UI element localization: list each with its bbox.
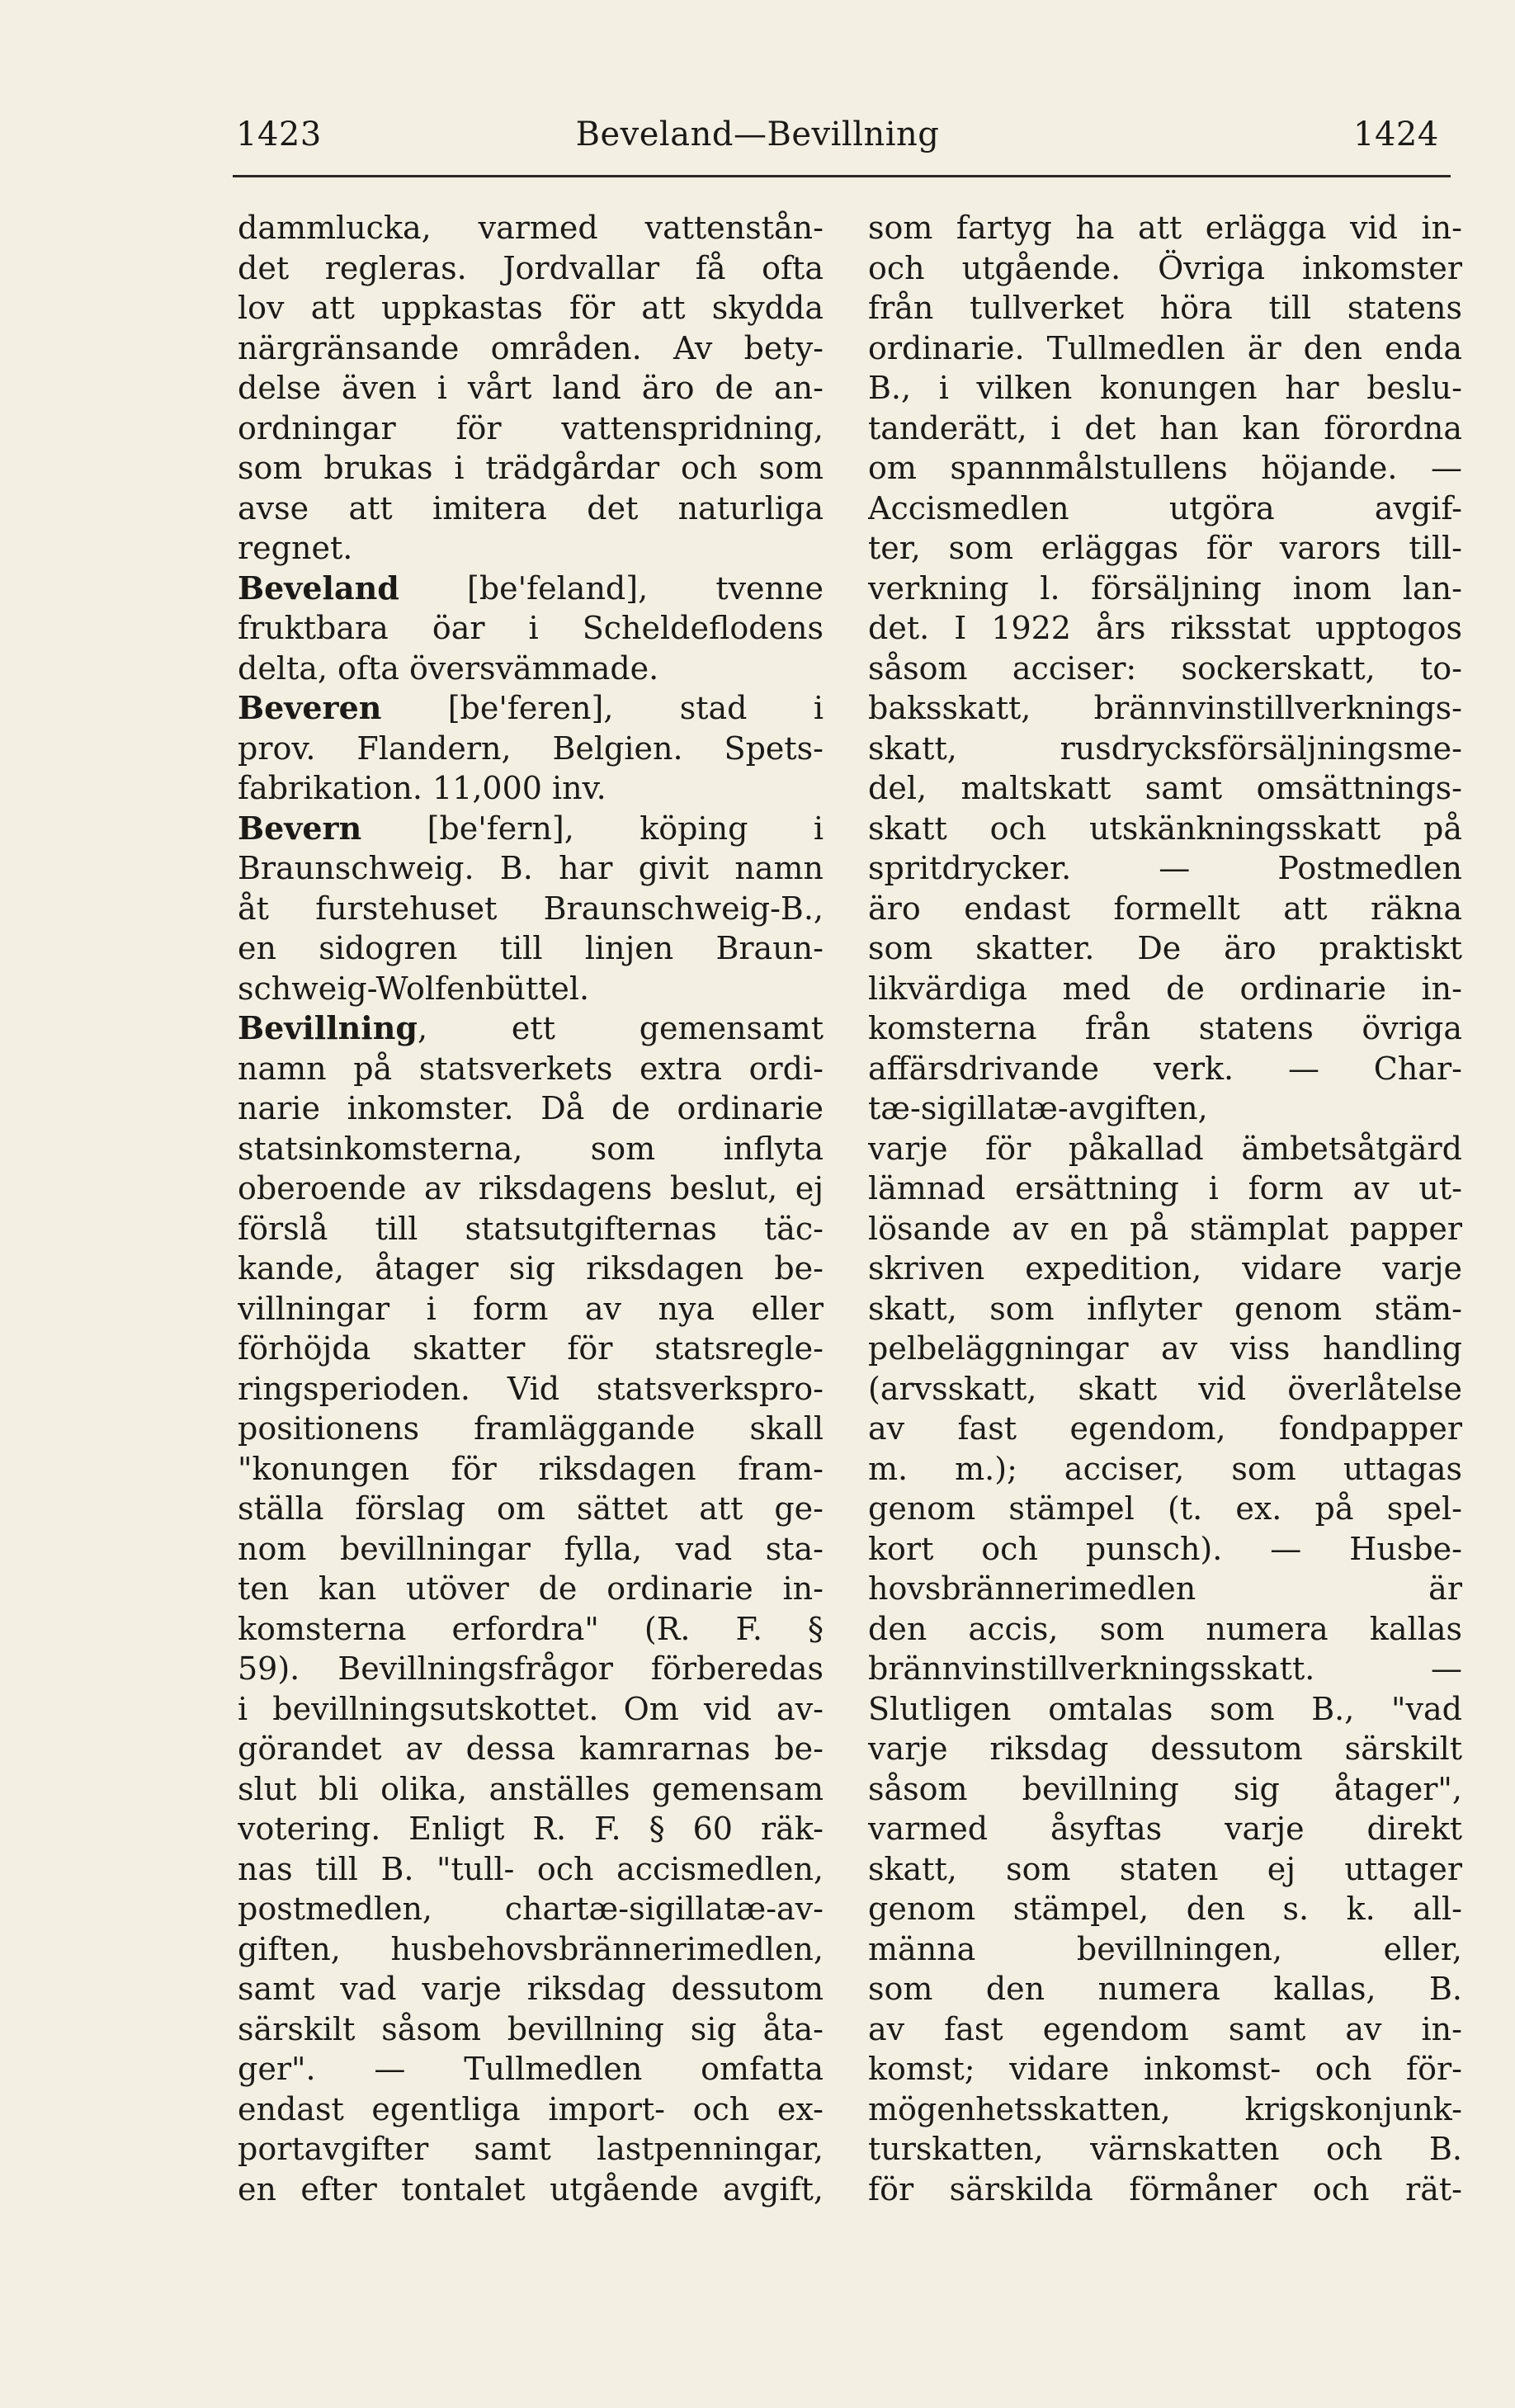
text-line: för särskilda förmåner och rät-: [868, 2170, 1462, 2207]
text-line: fabrikation. 11,000 inv.: [238, 770, 606, 806]
text-line: varje riksdag dessutom särskilt: [868, 1730, 1462, 1767]
text-line: spritdrycker. — Postmedlen: [868, 850, 1462, 886]
text-line: Braunschweig. B. har givit namn: [238, 850, 824, 886]
text-line: oberoende av riksdagens beslut, ej: [238, 1170, 824, 1206]
text-line: skatt, som inflyter genom stäm-: [868, 1290, 1462, 1327]
text-line: ger". — Tullmedlen omfatta: [238, 2051, 824, 2087]
text-line: votering. Enligt R. F. § 60 räk-: [238, 1811, 824, 1847]
text-line: ter, som erläggas för varors till-: [868, 530, 1462, 566]
text-line: som fartyg ha att erlägga vid in-: [868, 210, 1462, 246]
text-line: genom stämpel (t. ex. på spel-: [868, 1490, 1462, 1527]
text-line: verkning l. försäljning inom lan-: [868, 569, 1462, 607]
page-title: Beveland—Bevillning: [575, 116, 940, 153]
text-line: namn på statsverkets extra ordi-: [238, 1050, 824, 1087]
text-line: som brukas i trädgårdar och som: [238, 450, 824, 486]
text-line: Accismedlen utgöra avgif-: [868, 489, 1462, 526]
text-line: delta, ofta översvämmade.: [238, 649, 659, 687]
text-line: baksskatt, brännvinstillverknings-: [868, 690, 1462, 726]
text-line: giften, husbehovsbrännerimedlen,: [238, 1930, 824, 1967]
text-line: skatt och utskänkningsskatt på: [868, 810, 1462, 847]
text-line: statsinkomsterna, som inflyta: [238, 1130, 824, 1167]
text-line: särskilt såsom bevillning sig åta-: [238, 2010, 824, 2047]
text-line: ten kan utöver de ordinarie in-: [238, 1570, 824, 1607]
text-line: det. I 1922 års riksstat upptogos: [868, 610, 1462, 646]
text-line: kort och punsch). — Husbe-: [868, 1530, 1462, 1567]
page-number-right: 1424: [1353, 116, 1439, 153]
text-line: nom bevillningar fylla, vad sta-: [238, 1530, 824, 1567]
text-line: skatt, som staten ej uttager: [868, 1850, 1462, 1887]
text-line: ställa förslag om sättet att ge-: [238, 1490, 824, 1527]
text-line: som den numera kallas, B.: [868, 1971, 1462, 2007]
text-column-left: [238, 208, 824, 2209]
text-line: Bevillning, ett gemensamt: [238, 1009, 824, 1046]
text-column-right: [868, 208, 1462, 2209]
text-line: åt furstehuset Braunschweig-B.,: [238, 890, 824, 927]
text-line: ordinarie. Tullmedlen är den enda: [868, 329, 1462, 366]
text-line: positionens framläggande skall: [238, 1410, 824, 1447]
text-line: nas till B. "tull- och accismedlen,: [238, 1850, 824, 1887]
text-line: om spannmålstullens höjande. —: [868, 450, 1462, 486]
text-line: lämnad ersättning i form av ut-: [868, 1170, 1462, 1206]
text-line: tanderätt, i det han kan förordna: [868, 409, 1462, 446]
text-line: mögenhetsskatten, krigskonjunk-: [868, 2090, 1462, 2127]
text-line: en efter tontalet utgående avgift,: [238, 2170, 824, 2207]
page-number-left: 1423: [236, 116, 322, 153]
text-line: hovsbrännerimedlen är: [868, 1570, 1462, 1607]
text-line: varje för påkallad ämbetsåtgärd: [868, 1130, 1462, 1167]
text-line: Beveren [be'feren], stad i: [238, 689, 824, 726]
text-line: samt vad varje riksdag dessutom: [238, 1971, 824, 2007]
text-line: såsom bevillning sig åtager",: [868, 1770, 1462, 1807]
text-line: komst; vidare inkomst- och för-: [868, 2051, 1462, 2087]
header-rule: [233, 175, 1451, 177]
text-line: från tullverket höra till statens: [868, 290, 1462, 326]
text-line: endast egentliga import- och ex-: [238, 2090, 824, 2127]
text-line: och utgående. Övriga inkomster: [868, 249, 1462, 286]
text-line: den accis, som numera kallas: [868, 1610, 1462, 1647]
text-line: närgränsande områden. Av bety-: [238, 329, 824, 366]
text-line: av fast egendom samt av in-: [868, 2010, 1462, 2047]
text-line: affärsdrivande verk. — Char-: [868, 1050, 1462, 1087]
text-line: varmed åsyftas varje direkt: [868, 1811, 1462, 1847]
text-line: en sidogren till linjen Braun-: [238, 930, 824, 966]
text-line: av fast egendom, fondpapper: [868, 1410, 1462, 1447]
text-line: komsterna från statens övriga: [868, 1010, 1462, 1046]
text-line: i bevillningsutskottet. Om vid av-: [238, 1690, 824, 1727]
text-line: fruktbara öar i Scheldeflodens: [238, 610, 824, 646]
text-line: portavgifter samt lastpenningar,: [238, 2131, 824, 2167]
text-line: brännvinstillverkningsskatt. —: [868, 1650, 1462, 1687]
text-line: del, maltskatt samt omsättnings-: [868, 770, 1462, 806]
text-line: genom stämpel, den s. k. all-: [868, 1891, 1462, 1927]
text-line: Bevern [be'fern], köping i: [238, 809, 824, 847]
text-line: avse att imitera det naturliga: [238, 489, 824, 526]
text-line: delse även i vårt land äro de an-: [238, 370, 824, 406]
text-line: regnet.: [238, 530, 353, 566]
text-line: prov. Flandern, Belgien. Spets-: [238, 729, 824, 767]
text-line: tæ-sigillatæ-avgiften,: [868, 1090, 1208, 1126]
text-line: lov att uppkastas för att skydda: [238, 290, 824, 326]
text-line: postmedlen, chartæ-sigillatæ-av-: [238, 1891, 824, 1927]
text-line: likvärdiga med de ordinarie in-: [868, 970, 1462, 1007]
text-line: m. m.); acciser, som uttagas: [868, 1450, 1462, 1487]
text-line: komsterna erfordra" (R. F. §: [238, 1610, 824, 1647]
text-line: (arvsskatt, skatt vid överlåtelse: [868, 1370, 1462, 1407]
text-line: 59). Bevillningsfrågor förberedas: [238, 1650, 824, 1687]
text-line: ordningar för vattenspridning,: [238, 409, 824, 446]
text-line: schweig-Wolfenbüttel.: [238, 970, 590, 1007]
text-line: förhöjda skatter för statsregle-: [238, 1330, 824, 1367]
text-line: görandet av dessa kamrarnas be-: [238, 1730, 824, 1767]
text-line: "konungen för riksdagen fram-: [238, 1450, 824, 1487]
text-line: dammlucka, varmed vattenstån-: [238, 210, 824, 246]
text-line: B., i vilken konungen har beslu-: [868, 370, 1462, 406]
text-line: skatt, rusdrycksförsäljningsme-: [868, 729, 1462, 767]
text-line: pelbeläggningar av viss handling: [868, 1330, 1462, 1367]
text-line: Slutligen omtalas som B., "vad: [868, 1690, 1462, 1727]
text-line: slut bli olika, anställes gemensam: [238, 1770, 824, 1807]
text-line: narie inkomster. Då de ordinarie: [238, 1090, 824, 1126]
text-line: skriven expedition, vidare varje: [868, 1250, 1462, 1287]
text-line: Beveland [be'feland], tvenne: [238, 569, 824, 607]
text-line: såsom acciser: sockerskatt, to-: [868, 649, 1462, 687]
text-line: lösande av en på stämplat papper: [868, 1210, 1462, 1247]
text-line: det regleras. Jordvallar få ofta: [238, 249, 824, 286]
text-line: männa bevillningen, eller,: [868, 1930, 1462, 1967]
text-line: förslå till statsutgifternas täc-: [238, 1210, 824, 1247]
text-line: äro endast formellt att räkna: [868, 890, 1462, 927]
text-line: ringsperioden. Vid statsverkspro-: [238, 1370, 824, 1407]
text-line: kande, åtager sig riksdagen be-: [238, 1250, 824, 1287]
text-line: som skatter. De äro praktiskt: [868, 930, 1462, 966]
text-line: villningar i form av nya eller: [238, 1290, 824, 1327]
text-line: turskatten, värnskatten och B.: [868, 2131, 1462, 2167]
